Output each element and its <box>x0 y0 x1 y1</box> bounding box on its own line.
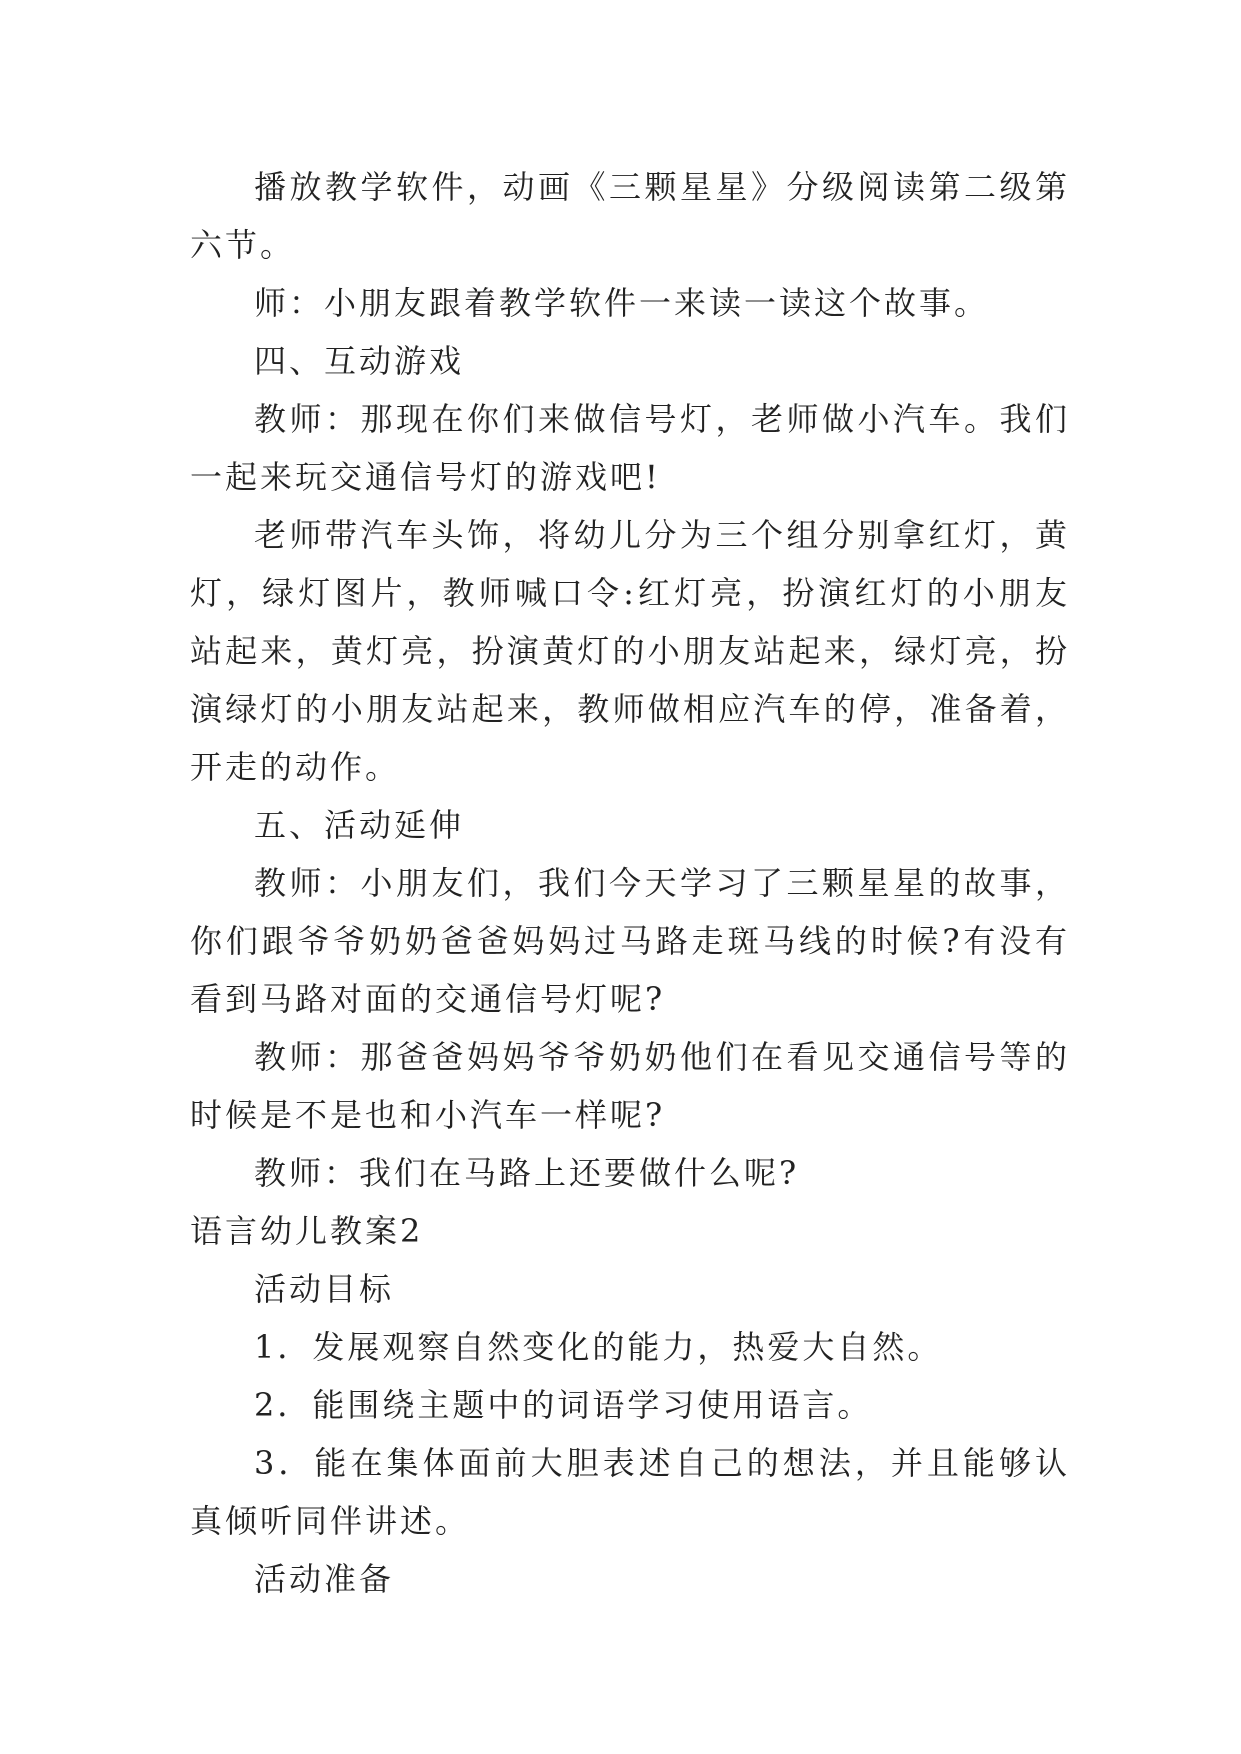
paragraph-teacher-road: 教师：我们在马路上还要做什么呢? <box>254 1154 800 1192</box>
heading-activity-extension: 五、活动延伸 <box>254 806 465 844</box>
paragraph-teacher-read: 师：小朋友跟着教学软件一来读一读这个故事。 <box>254 284 990 322</box>
goal-item-1: 1．发展观察自然变化的能力，热爱大自然。 <box>254 1328 943 1366</box>
goal-item-3: 3．能在集体面前大胆表述自己的想法，并且能够认真倾听同伴讲述。 <box>190 1444 1070 1540</box>
section-title: 语言幼儿教案2 <box>190 1212 424 1250</box>
document-body <box>190 158 1070 1608</box>
paragraph-play-software: 播放教学软件，动画《三颗星星》分级阅读第二级第六节。 <box>190 168 1070 264</box>
paragraph-teacher-story: 教师：小朋友们，我们今天学习了三颗星星的故事，你们跟爷爷奶奶爸爸妈妈过马路走斑马线的时候?有没有看到马路对面的交通信号灯呢? <box>190 864 1070 1018</box>
paragraph-game-rules: 老师带汽车头饰，将幼儿分为三个组分别拿红灯，黄灯，绿灯图片，教师喊口令:红灯亮，扮演红灯的小朋友站起来，黄灯亮，扮演黄灯的小朋友站起来，绿灯亮，扮演绿灯的小朋友站起来，教师做相应汽车的停，准备着，开走的动作。 <box>190 516 1070 786</box>
paragraph-teacher-parents: 教师：那爸爸妈妈爷爷奶奶他们在看见交通信号等的时候是不是也和小汽车一样呢? <box>190 1038 1070 1134</box>
heading-activity-goals: 活动目标 <box>254 1270 395 1308</box>
goal-item-2: 2．能围绕主题中的词语学习使用语言。 <box>254 1386 873 1424</box>
heading-interactive-game: 四、互动游戏 <box>254 342 465 380</box>
heading-activity-preparation: 活动准备 <box>254 1560 395 1598</box>
paragraph-teacher-signal: 教师：那现在你们来做信号灯，老师做小汽车。我们一起来玩交通信号灯的游戏吧! <box>190 400 1070 496</box>
